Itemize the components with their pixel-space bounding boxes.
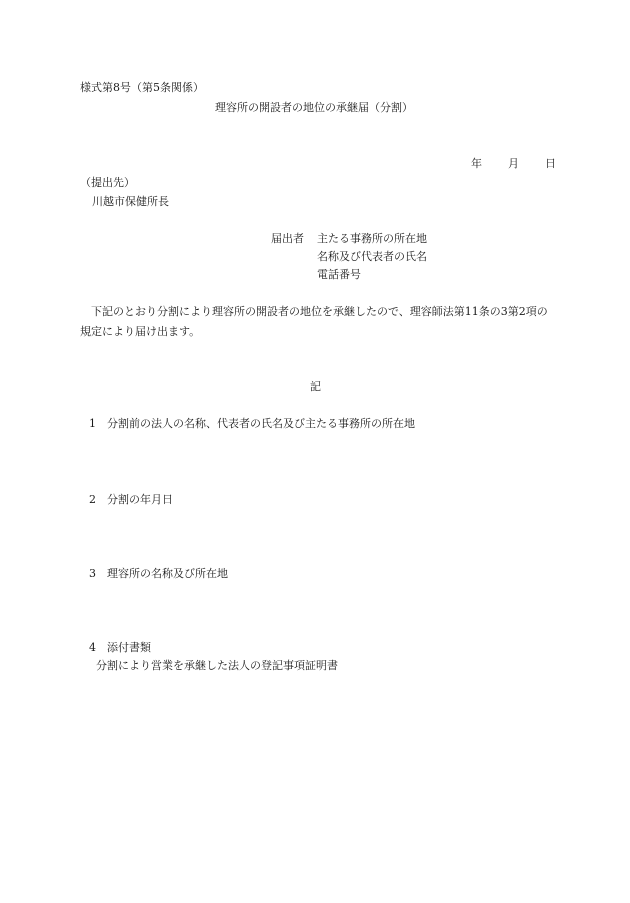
document-title: 理容所の開設者の地位の承継届（分割） bbox=[215, 101, 413, 114]
date-month-label: 月 bbox=[508, 157, 519, 170]
item-2 bbox=[89, 493, 173, 506]
item-number: 4 bbox=[89, 641, 96, 654]
item-title: 分割の年月日 bbox=[107, 493, 173, 506]
applicant-field-name: 名称及び代表者の氏名 bbox=[317, 250, 427, 263]
form-number: 様式第8号（第5条関係） bbox=[80, 81, 204, 94]
item-title: 理容所の名称及び所在地 bbox=[107, 567, 228, 580]
ki-heading: 記 bbox=[310, 380, 321, 393]
item-number: 3 bbox=[89, 567, 96, 580]
item-number: 1 bbox=[89, 417, 96, 430]
date-year-label: 年 bbox=[471, 157, 482, 170]
item-title: 分割前の法人の名称、代表者の氏名及び主たる事務所の所在地 bbox=[107, 417, 415, 430]
recipient-heading: （提出先） bbox=[80, 176, 135, 189]
date-line bbox=[471, 157, 556, 170]
item-4 bbox=[89, 641, 151, 654]
applicant-label: 届出者 bbox=[271, 232, 304, 245]
date-day-label: 日 bbox=[545, 157, 556, 170]
applicant-field-address: 主たる事務所の所在地 bbox=[317, 232, 427, 245]
item-1 bbox=[89, 417, 415, 430]
item-3 bbox=[89, 567, 228, 580]
recipient-name: 川越市保健所長 bbox=[92, 195, 169, 208]
item-number: 2 bbox=[89, 493, 96, 506]
applicant-field-phone: 電話番号 bbox=[317, 268, 361, 281]
body-paragraph: 下記のとおり分割により理容所の開設者の地位を承継したので、理容師法第11条の3第2項の規定により届け出ます。 bbox=[80, 305, 548, 338]
item-title: 添付書類 bbox=[107, 641, 151, 654]
attachment-detail: 分割により営業を承継した法人の登記事項証明書 bbox=[96, 659, 338, 672]
